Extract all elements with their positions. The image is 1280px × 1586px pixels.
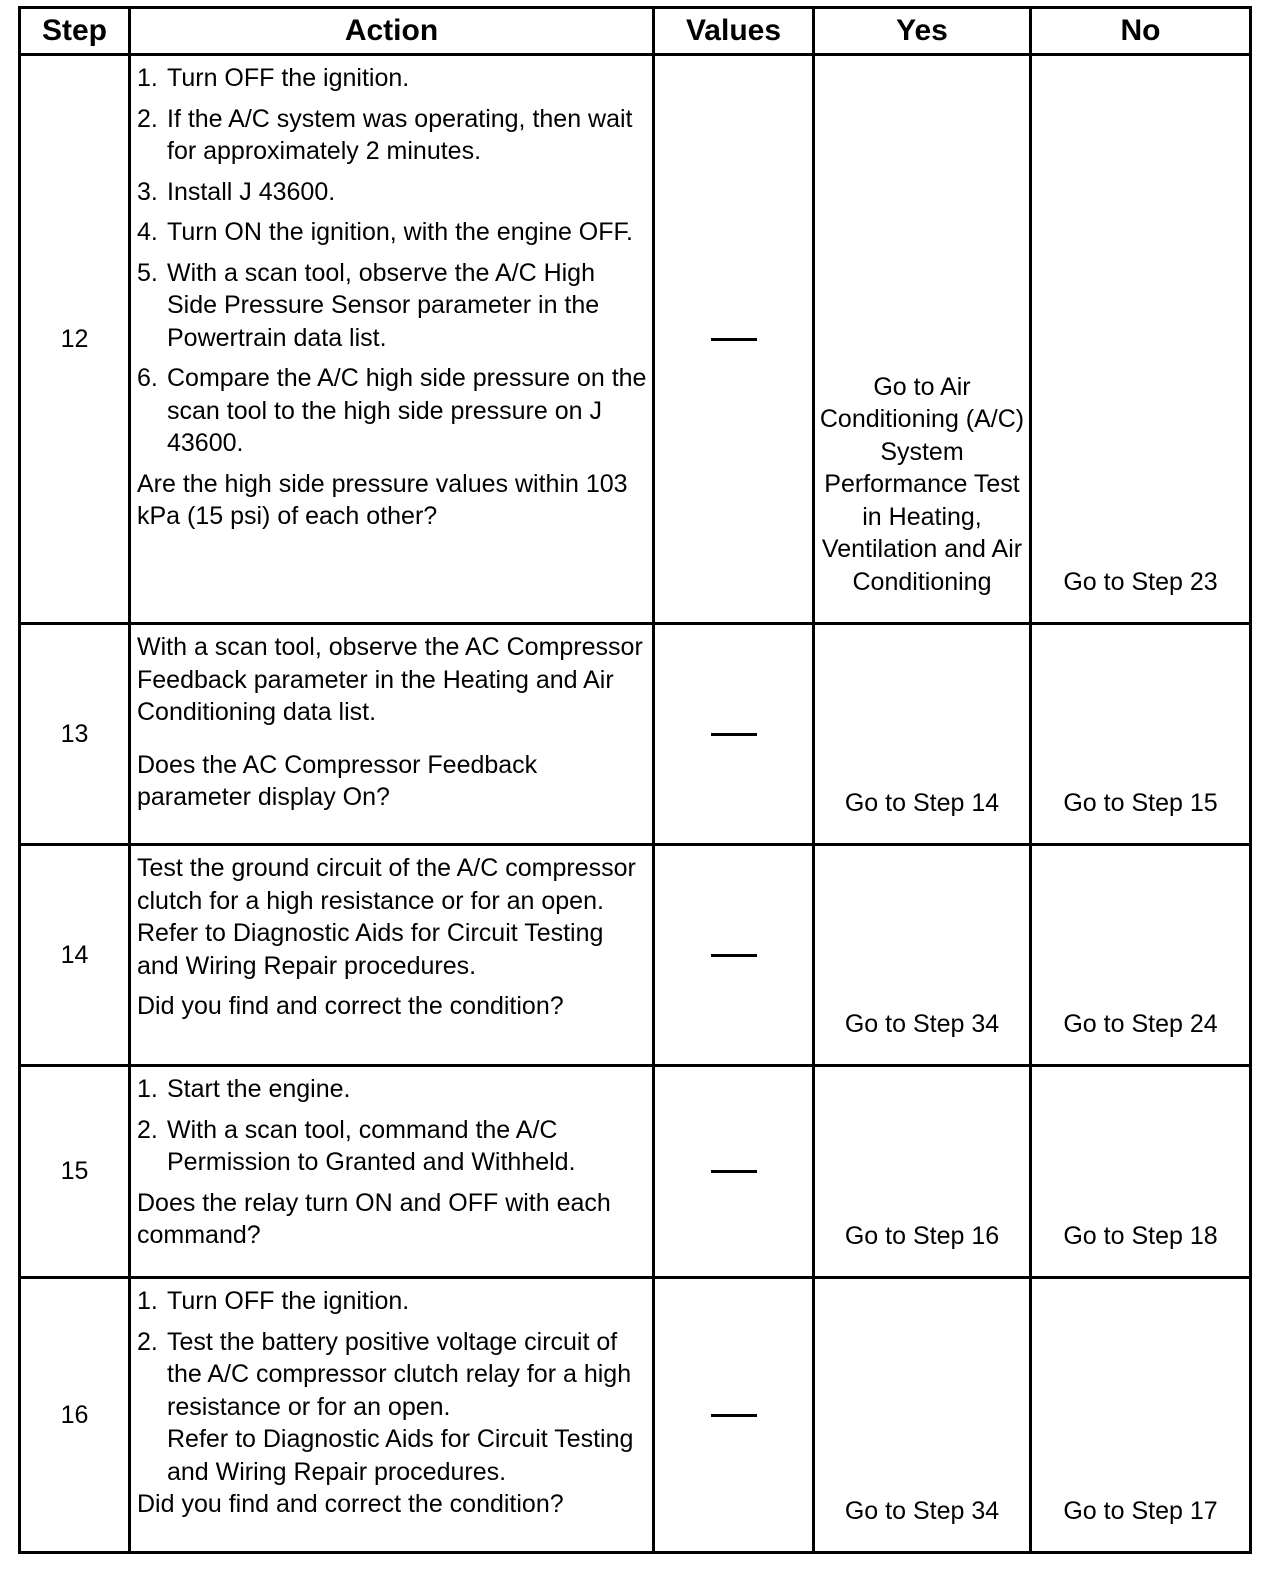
no-cell: Go to Step 24: [1031, 845, 1251, 1066]
header-no: No: [1031, 8, 1251, 55]
yes-cell: Go to Air Conditioning (A/C) System Performance Test in Heating, Ventilation and Air Conditioning: [814, 55, 1031, 624]
table-header-row: [20, 8, 1251, 55]
action-text: Test the ground circuit of the A/C compressor clutch for a high resistance or for an open.: [137, 854, 636, 915]
action-question: Did you find and correct the condition?: [137, 1490, 564, 1518]
action-step: 3. Install J 43600.: [137, 177, 336, 206]
action-step: 4. Turn ON the ignition, with the engine OFF.: [137, 218, 633, 246]
no-cell: Go to Step 23: [1031, 55, 1251, 624]
action-step: 1. Turn OFF the ignition.: [137, 1287, 410, 1315]
no-cell: Go to Step 15: [1031, 624, 1251, 845]
table-row-step-12: [20, 55, 1251, 624]
action-cell: [130, 845, 654, 1066]
values-cell: [654, 845, 814, 1066]
value-dash: [711, 954, 757, 957]
action-step: 2. With a scan tool, command the A/C Permission to Granted and Withheld.: [137, 1115, 576, 1176]
action-step: 5. With a scan tool, observe the A/C High Side Pressure Sensor parameter in the Powertrain data list.: [137, 258, 600, 352]
step-number: 15: [20, 1066, 130, 1278]
action-refer: Refer to Diagnostic Aids for Circuit Testing and Wiring Repair procedures.: [167, 1425, 634, 1486]
action-question: Are the high side pressure values within 103 kPa (15 psi) of each other?: [137, 469, 628, 530]
action-steps: [137, 1285, 648, 1423]
value-dash: [711, 733, 757, 736]
step-number: 14: [20, 845, 130, 1066]
action-step: 6. Compare the A/C high side pressure on the scan tool to the high side pressure on J 43600.: [137, 364, 647, 457]
action-refer: Refer to Diagnostic Aids for Circuit Testing and Wiring Repair procedures.: [137, 919, 604, 980]
yes-cell: Go to Step 14: [814, 624, 1031, 845]
value-dash: [711, 1170, 757, 1173]
value-dash: [711, 338, 757, 341]
step-number: 13: [20, 624, 130, 845]
table-row-step-13: [20, 624, 1251, 845]
header-yes: Yes: [814, 8, 1031, 55]
action-cell: [130, 1066, 654, 1278]
action-step: 2. If the A/C system was operating, then wait for approximately 2 minutes.: [137, 104, 633, 165]
diagnostic-table: [18, 6, 1252, 1554]
no-cell: Go to Step 18: [1031, 1066, 1251, 1278]
yes-cell: Go to Step 34: [814, 845, 1031, 1066]
value-dash: [711, 1414, 757, 1417]
action-text: With a scan tool, observe the AC Compressor Feedback parameter in the Heating and Air Conditioning data list.: [137, 633, 643, 726]
values-cell: [654, 1066, 814, 1278]
values-cell: [654, 1278, 814, 1553]
table-row-step-16: [20, 1278, 1251, 1553]
no-cell: Go to Step 17: [1031, 1278, 1251, 1553]
action-cell: [130, 624, 654, 845]
action-cell: [130, 55, 654, 624]
header-action: Action: [130, 8, 654, 55]
table-row-step-15: [20, 1066, 1251, 1278]
values-cell: [654, 624, 814, 845]
action-question: Does the relay turn ON and OFF with each command?: [137, 1188, 611, 1249]
yes-cell: Go to Step 16: [814, 1066, 1031, 1278]
action-question: Did you find and correct the condition?: [137, 992, 564, 1020]
action-step: 1. Start the engine.: [137, 1075, 351, 1103]
step-number: 12: [20, 55, 130, 624]
step-number: 16: [20, 1278, 130, 1553]
action-cell: [130, 1278, 654, 1553]
header-values: Values: [654, 8, 814, 55]
action-step: 1. Turn OFF the ignition.: [137, 64, 410, 92]
action-steps: [137, 62, 648, 460]
action-question: Does the AC Compressor Feedback parameter display On?: [137, 750, 538, 811]
values-cell: [654, 55, 814, 624]
yes-cell: Go to Step 34: [814, 1278, 1031, 1553]
action-steps: [137, 1073, 648, 1179]
table-row-step-14: [20, 845, 1251, 1066]
header-step: Step: [20, 8, 130, 55]
action-step: 2. Test the battery positive voltage circuit of the A/C compressor clutch relay for a high resistance or for an open.: [137, 1327, 632, 1421]
